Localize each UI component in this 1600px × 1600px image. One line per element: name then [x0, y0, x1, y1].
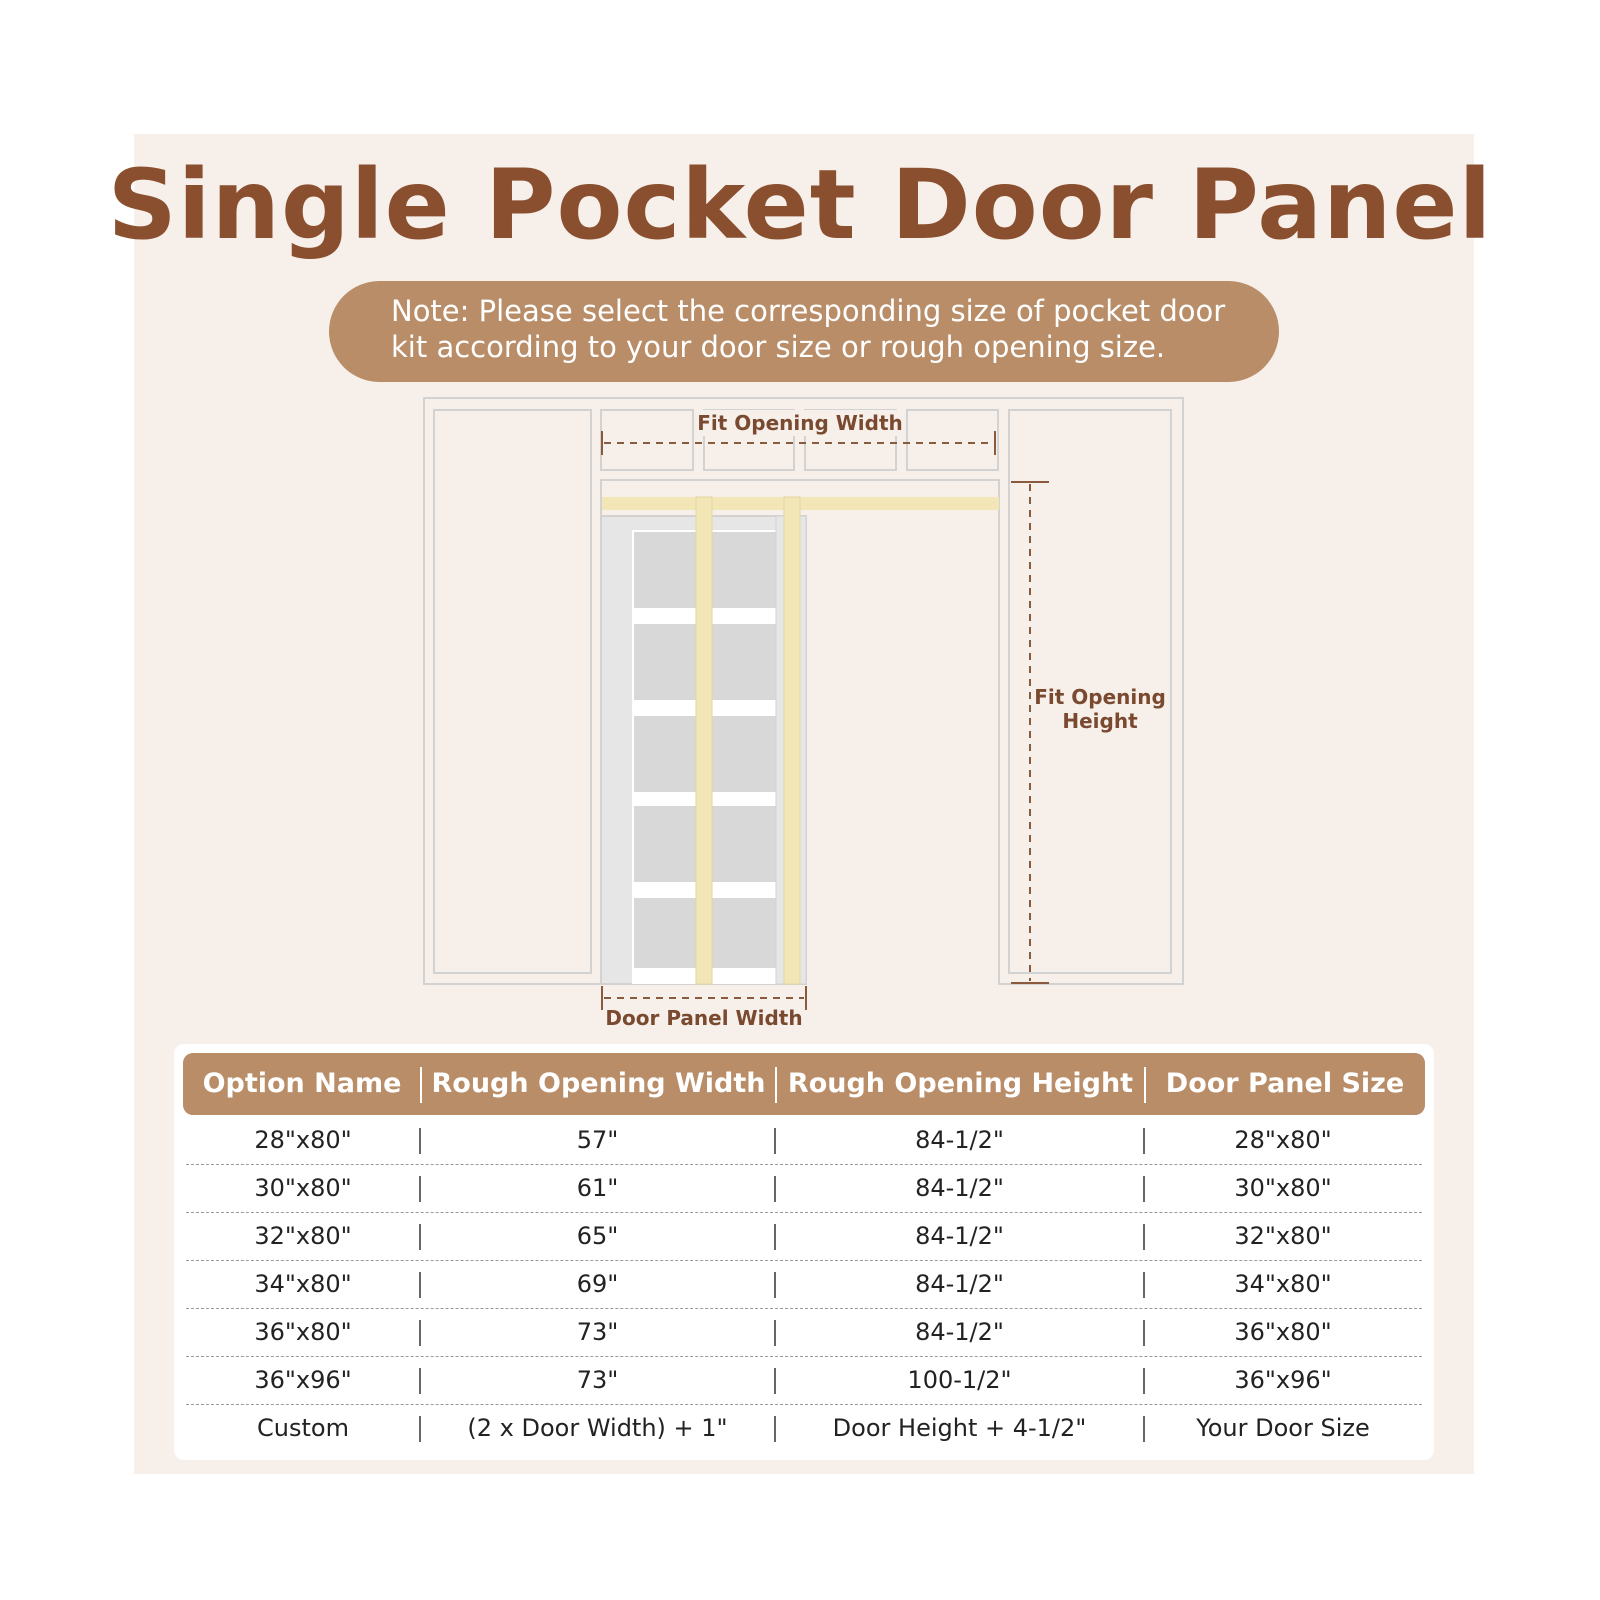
column-divider: [419, 1224, 421, 1250]
rough-opening-width-cell: 61": [576, 1174, 619, 1202]
table-row: [186, 1164, 1422, 1213]
rough-opening-height-cell: Door Height + 4-1/2": [832, 1414, 1087, 1442]
rough-opening-width-cell: (2 x Door Width) + 1": [467, 1414, 728, 1442]
option-name-cell: 28"x80": [254, 1126, 352, 1154]
column-divider: [774, 1320, 776, 1346]
table-row: [186, 1212, 1422, 1261]
stud-right: [784, 497, 800, 984]
rough-opening-width-cell: 69": [576, 1270, 619, 1298]
rough-opening-width-cell: 73": [576, 1366, 619, 1394]
column-divider: [774, 1176, 776, 1202]
column-divider: [419, 1272, 421, 1298]
rough-opening-width-cell: 65": [576, 1222, 619, 1250]
column-divider: [1143, 1416, 1145, 1442]
column-divider: [419, 1176, 421, 1202]
door-panel-size-cell: 36"x80": [1234, 1318, 1332, 1346]
header-option-name: Option Name: [202, 1068, 402, 1099]
column-divider: [419, 1416, 421, 1442]
column-divider: [774, 1128, 776, 1154]
opening-height-label-line2: Height: [1062, 709, 1138, 733]
table-row: [186, 1308, 1422, 1357]
rough-opening-height-cell: 100-1/2": [907, 1366, 1012, 1394]
stud-left: [696, 497, 712, 984]
header-door-panel-size: Door Panel Size: [1165, 1068, 1405, 1099]
door-panel-size-cell: 32"x80": [1234, 1222, 1332, 1250]
column-divider: [774, 1272, 776, 1298]
rough-opening-height-cell: 84-1/2": [915, 1126, 1004, 1154]
column-divider: [1143, 1128, 1145, 1154]
rough-opening-height-cell: 84-1/2": [915, 1318, 1004, 1346]
column-divider: [774, 1368, 776, 1394]
rough-opening-width-cell: 57": [576, 1126, 619, 1154]
door-panel-size-cell: 30"x80": [1234, 1174, 1332, 1202]
left-wall-panel: [434, 410, 591, 973]
column-divider: [774, 1224, 776, 1250]
table-header: [183, 1053, 1425, 1115]
table-row: [186, 1260, 1422, 1309]
opening-width-label: Fit Opening Width: [697, 411, 903, 435]
column-divider: [419, 1320, 421, 1346]
header-rough-opening-height: Rough Opening Height: [787, 1068, 1134, 1099]
option-name-cell: 30"x80": [254, 1174, 352, 1202]
rough-opening-height-cell: 84-1/2": [915, 1174, 1004, 1202]
column-divider: [1143, 1224, 1145, 1250]
option-name-cell: 36"x80": [254, 1318, 352, 1346]
column-divider: [1143, 1176, 1145, 1202]
column-divider: [774, 1416, 776, 1442]
table-row: [186, 1404, 1422, 1452]
door-panel-size-cell: Your Door Size: [1196, 1414, 1370, 1442]
page-title: Single Pocket Door Panel: [107, 149, 1493, 261]
rough-opening-height-cell: 84-1/2": [915, 1222, 1004, 1250]
opening-height-label-line1: Fit Opening: [1034, 685, 1166, 709]
option-name-cell: Custom: [257, 1414, 349, 1442]
option-name-cell: 36"x96": [254, 1366, 352, 1394]
column-divider: [419, 1368, 421, 1394]
table-row: [186, 1356, 1422, 1405]
door-panel-size-cell: 34"x80": [1234, 1270, 1332, 1298]
panel-width-label: Door Panel Width: [605, 1006, 803, 1030]
table-row: [186, 1116, 1422, 1165]
option-name-cell: 32"x80": [254, 1222, 352, 1250]
note-banner: Note: Please select the corresponding size of pocket door kit according to your door size or rough opening size.: [329, 281, 1279, 382]
door-panel-size-cell: 36"x96": [1234, 1366, 1332, 1394]
option-name-cell: 34"x80": [254, 1270, 352, 1298]
column-divider: [419, 1128, 421, 1154]
door-panel-size-cell: 28"x80": [1234, 1126, 1332, 1154]
header-beam: [601, 480, 999, 498]
column-divider: [1143, 1272, 1145, 1298]
column-divider: [1143, 1368, 1145, 1394]
rough-opening-height-cell: 84-1/2": [915, 1270, 1004, 1298]
rough-opening-width-cell: 73": [576, 1318, 619, 1346]
header-rough-opening-width: Rough Opening Width: [431, 1068, 766, 1099]
column-divider: [1143, 1320, 1145, 1346]
